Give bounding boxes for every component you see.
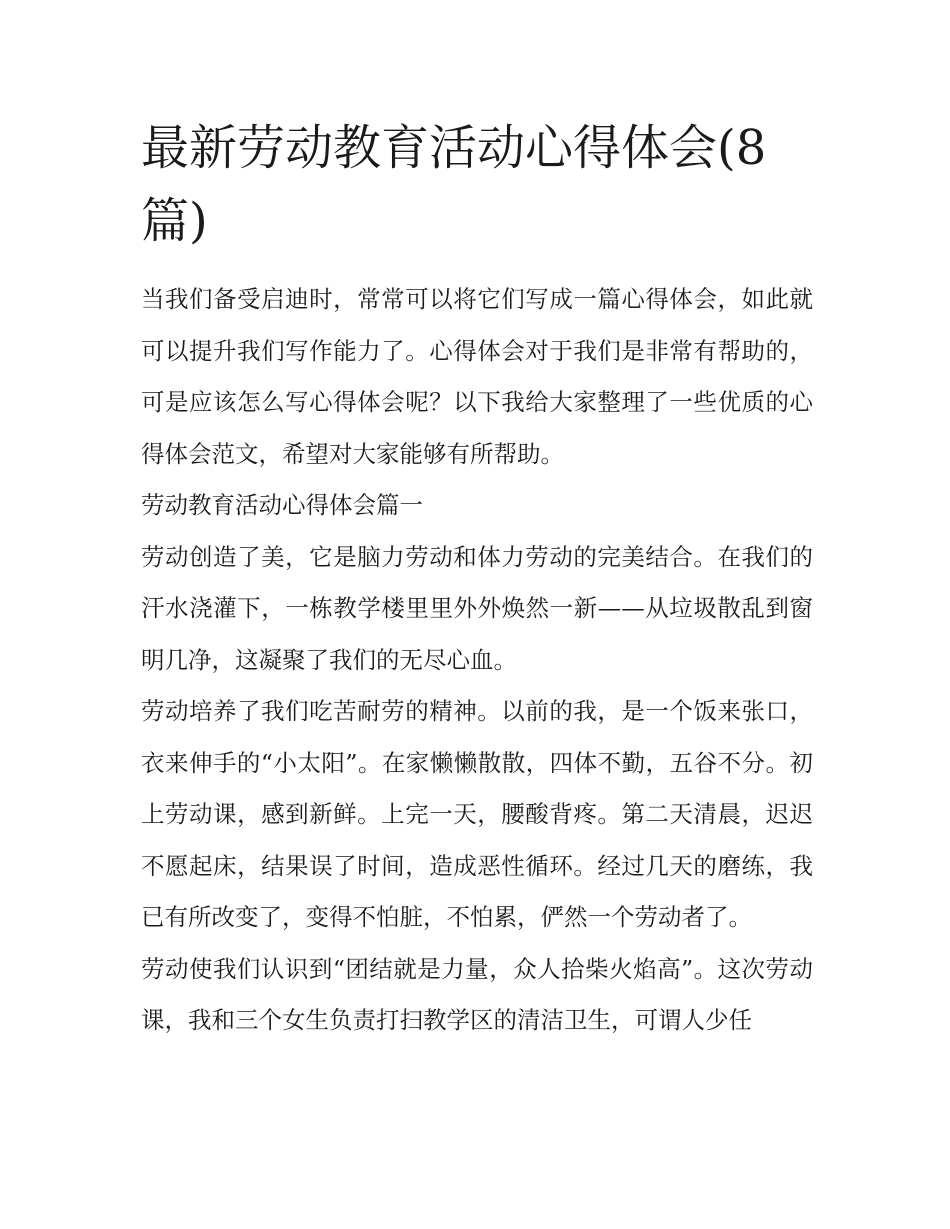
body-paragraph: 劳动培养了我们吃苦耐劳的精神。以前的我，是一个饭来张口，衣来伸手的“小太阳”。在家懒懒散散，四体不勤，五谷不分。初上劳动课，感到新鲜。上完一天，腰酸背疼。第二天清晨，迟迟不愿起床，结果误了时间，造成恶性循环。经过几天的磨练，我已有所改变了，变得不怕脏，不怕累，俨然一个劳动者了。	[141, 697, 813, 931]
intro-paragraph: 当我们备受启迪时，常常可以将它们写成一篇心得体会，如此就可以提升我们写作能力了。心得体会对于我们是非常有帮助的，可是应该怎么写心得体会呢？以下我给大家整理了一些优质的心得体会范文，希望对大家能够有所帮助。	[141, 285, 813, 468]
body-paragraph: 劳动创造了美，它是脑力劳动和体力劳动的完美结合。在我们的汗水浇灌下，一栋教学楼里里外外焕然一新——从垃圾散乱到窗明几净，这凝聚了我们的无尽心血。	[141, 542, 813, 674]
body-paragraph: 劳动使我们认识到“团结就是力量，众人拾柴火焰高”。这次劳动课，我和三个女生负责打扫教学区的清洁卫生，可谓人少任	[141, 954, 813, 1034]
document-title: 最新劳动教育活动心得体会(8篇)	[141, 120, 767, 249]
document-body	[141, 112, 813, 1047]
section-heading: 劳动教育活动心得体会篇一	[141, 491, 423, 519]
